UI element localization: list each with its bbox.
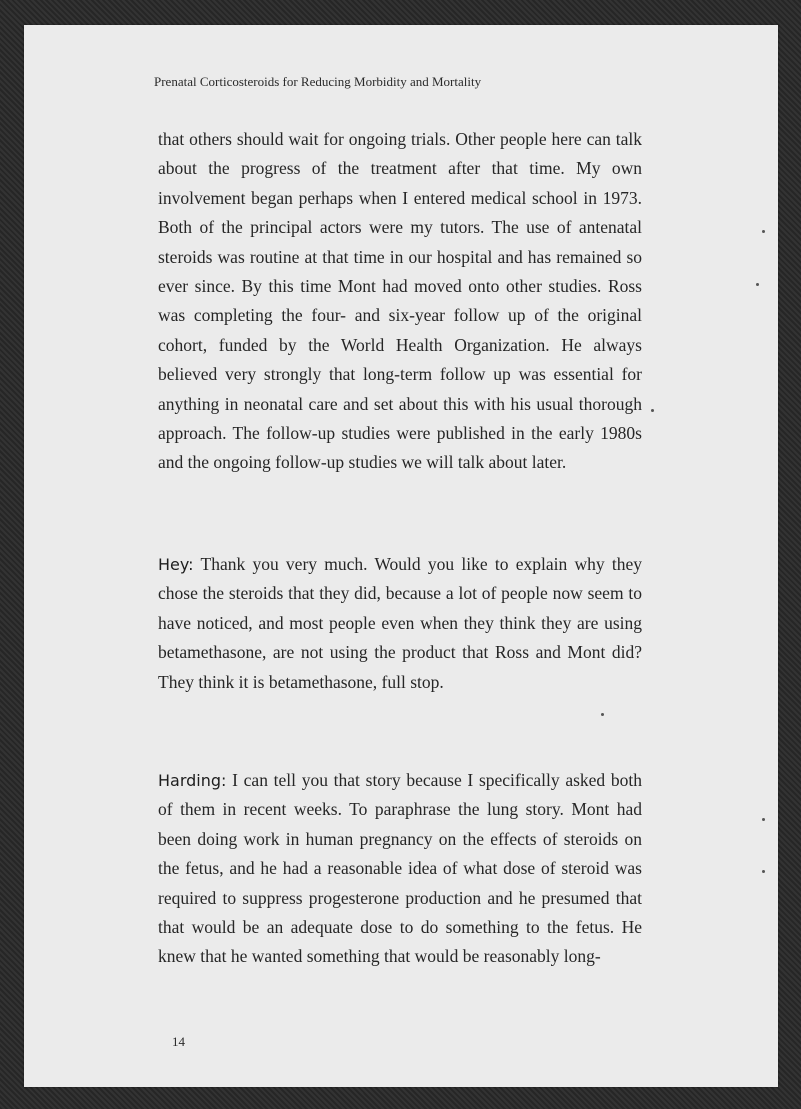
dust-speck (762, 870, 765, 873)
document-page (24, 25, 778, 1087)
paragraph-text: I can tell you that story because I specifically asked both of them in recent weeks. To paraphrase the lung story. Mont had been doing work in human pregnancy on the effects of steroids on the fetus, and he had a reasonable idea of what dose of steroid was required to suppress progesterone production and he presumed that that would be an adequate dose to do something to the fetus. He knew that he wanted something that would be reasonably long- (158, 770, 642, 967)
dust-speck (601, 713, 604, 716)
running-header: Prenatal Corticosteroids for Reducing Morbidity and Mortality (154, 74, 482, 89)
paragraph-text: that others should wait for ongoing trials. Other people here can talk about the progress of the treatment after that time. My own involvement began perhaps when I entered medical school in 1973. Both of the principal actors were my tutors. The use of antenatal steroids was routine at that time in our hospital and has remained so ever since. By this time Mont had moved onto other studies. Ross was completing the four- and six-year follow up of the original cohort, funded by the World Health Organization. He always believed very strongly that long-term follow up was essential for anything in neonatal care and set about this with his usual thorough approach. The follow-up studies were published in the early 1980s and the ongoing follow-up studies we will talk about later. (158, 129, 642, 473)
dust-speck (756, 283, 759, 286)
paragraph-text: Thank you very much. Would you like to explain why they chose the steroids that they did, because a lot of people now seem to have noticed, and most people even when they think they are using betamethasone, are not using the product that Ross and Mont did? They think it is betamethasone, full stop. (158, 554, 642, 692)
speaker-label: Harding: (158, 771, 227, 790)
dialogue-paragraph-harding (158, 766, 642, 972)
dialogue-paragraph-hey (158, 550, 642, 697)
page-number: 14 (172, 1034, 185, 1049)
body-paragraph (158, 125, 642, 478)
dust-speck (651, 409, 654, 412)
dust-speck (762, 818, 765, 821)
dust-speck (762, 230, 765, 233)
speaker-label: Hey: (158, 555, 194, 574)
